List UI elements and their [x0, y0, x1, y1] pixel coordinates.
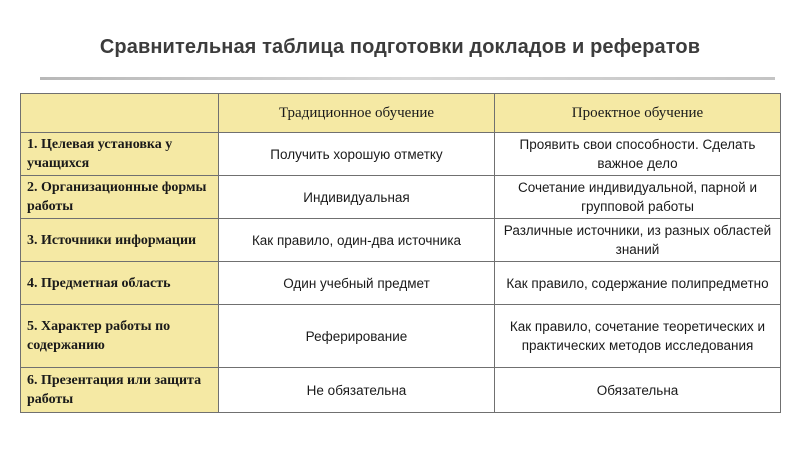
table-row: [21, 368, 781, 413]
row-label: 6. Презентация или защита работы: [21, 368, 219, 413]
header-cell-project: Проектное обучение: [495, 94, 781, 133]
project-cell: Различные источники, из разных областей знаний: [495, 219, 781, 262]
table-row: [21, 305, 781, 368]
table-row: [21, 176, 781, 219]
traditional-cell: Реферирование: [219, 305, 495, 368]
project-cell: Как правило, сочетание теоретических и практических методов исследования: [495, 305, 781, 368]
project-cell: Обязательна: [495, 368, 781, 413]
row-label: 1. Целевая установка у учащихся: [21, 133, 219, 176]
table-row: [21, 262, 781, 305]
traditional-cell: Как правило, один-два источника: [219, 219, 495, 262]
traditional-cell: Один учебный предмет: [219, 262, 495, 305]
page-title: Сравнительная таблица подготовки докладов и рефератов: [99, 36, 701, 58]
header-cell-traditional: Традиционное обучение: [219, 94, 495, 133]
table-header-row: [21, 94, 781, 133]
row-label: 2. Организационные формы работы: [21, 176, 219, 219]
traditional-cell: Не обязательна: [219, 368, 495, 413]
table-row: [21, 133, 781, 176]
project-cell: Как правило, содержание полипредметно: [495, 262, 781, 305]
row-label: 4. Предметная область: [21, 262, 219, 305]
table-row: [21, 219, 781, 262]
title-divider: [40, 77, 775, 80]
project-cell: Сочетание индивидуальной, парной и групповой работы: [495, 176, 781, 219]
header-cell-empty: [21, 94, 219, 133]
project-cell: Проявить свои способности. Сделать важное дело: [495, 133, 781, 176]
comparison-table: [20, 93, 781, 413]
traditional-cell: Получить хорошую отметку: [219, 133, 495, 176]
row-label: 5. Характер работы по содержанию: [21, 305, 219, 368]
row-label: 3. Источники информации: [21, 219, 219, 262]
traditional-cell: Индивидуальная: [219, 176, 495, 219]
